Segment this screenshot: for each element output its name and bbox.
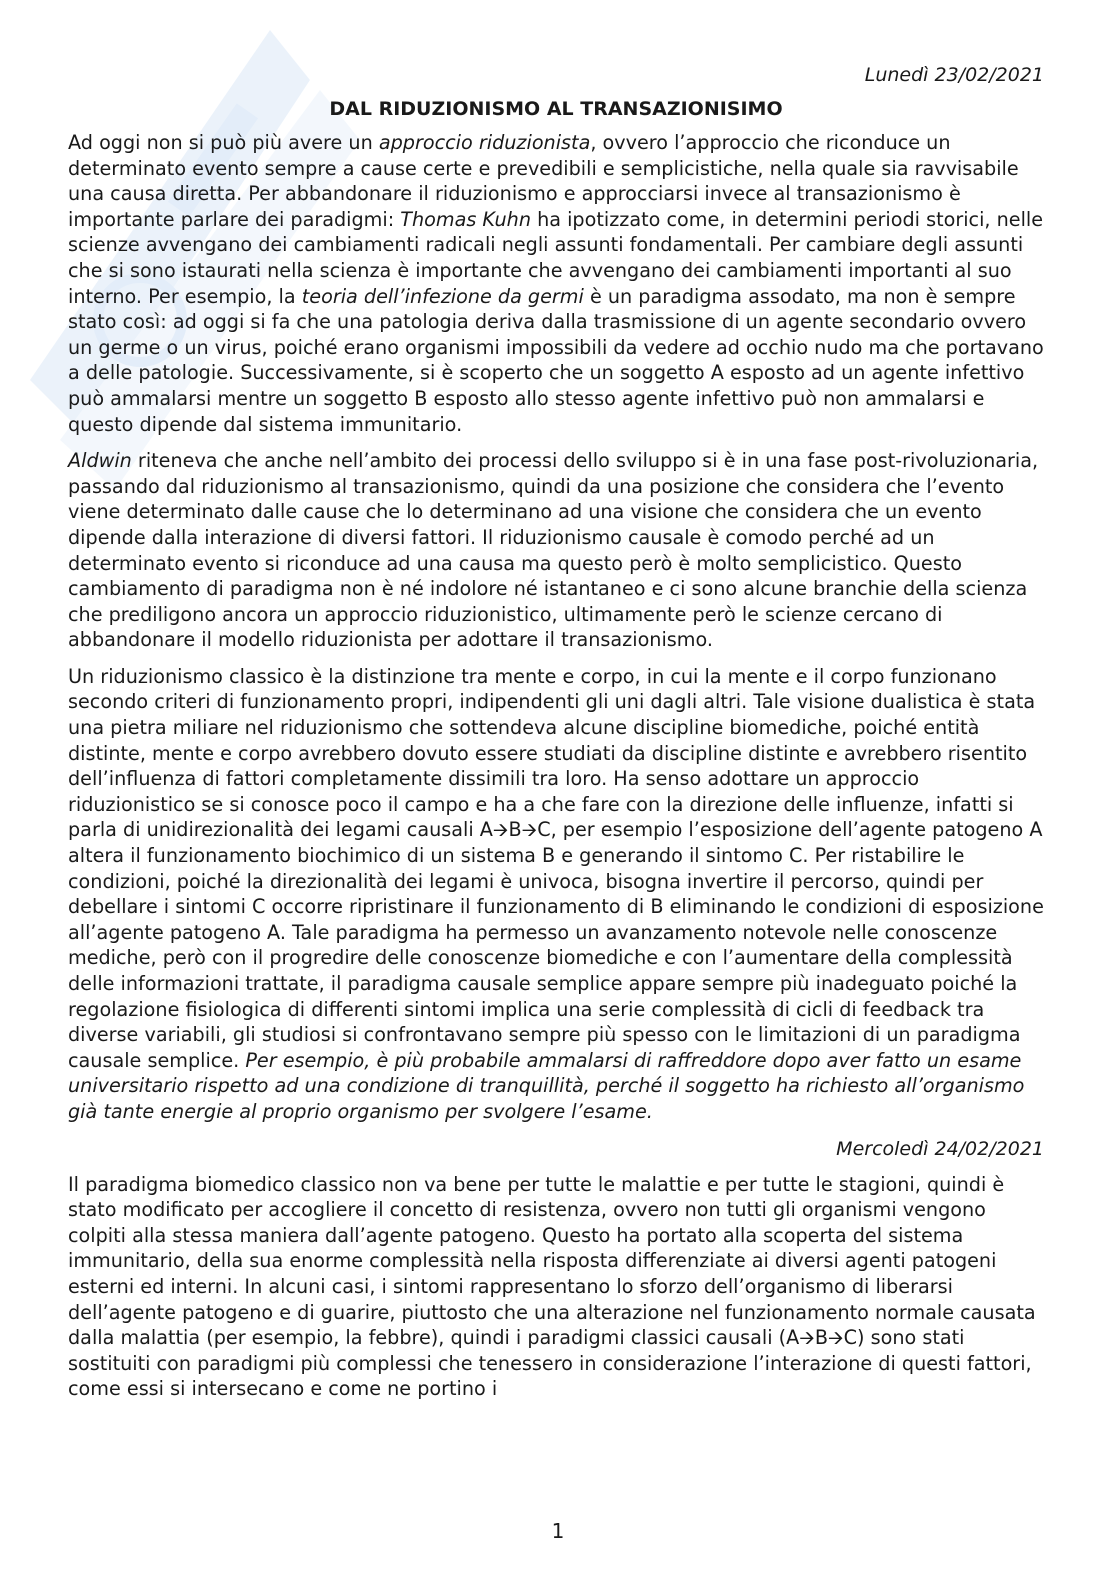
paragraph-3 <box>68 664 1044 1125</box>
text-run: Un riduzionismo classico è la distinzione tra mente e corpo, in cui la mente e il corpo funzionano secondo criteri di funzionamento propri, indipendenti gli uni dagli altri. Tale visione dualistica è stata una pietra miliare nel riduzionismo che sottendeva alcune discipline biomediche, poiché entità distinte, mente e corpo avrebbero dovuto essere studiati da discipline distinte e avrebbero risentito dell’influenza di fattori completamente dissimili tra loro. Ha senso adottare un approccio riduzionistico se si conosce poco il campo e ha a che fare con la direzione delle influenze, infatti si parla di unidirezionalità dei legami causali A🡪B🡪C, per esempio l’esposizione dell’agente patogeno A altera il funzionamento biochimico di un sistema B e generando il sintomo C. Per ristabilire le condizioni, poiché la direzionalità dei legami è univoca, bisogna invertire il percorso, quindi per debellare i sintomi C occorre ripristinare il funzionamento di B eliminando le condizioni di esposizione all’agente patogeno A. Tale paradigma ha permesso un avanzamento notevole nelle conoscenze mediche, però con il progredire delle conoscenze biomediche e con l’aumentare della complessità delle informazioni trattate, il paradigma causale semplice appare sempre più inadeguato poiché la regolazione fisiologica di differenti sintomi implica una serie complessità di cicli di feedback tra diverse variabili, gli studiosi si confrontavano sempre più spesso con le limitazioni di un paradigma causale semplice. <box>68 664 1044 1072</box>
paragraph-1 <box>68 130 1044 437</box>
document-title: DAL RIDUZIONISMO AL TRANSAZIONISIMO <box>329 98 783 120</box>
paragraph-2 <box>68 448 1044 653</box>
text-run: riteneva che anche nell’ambito dei processi dello sviluppo si è in una fase post-rivoluzionaria, passando dal riduzionismo al transazionismo, quindi da una posizione che considera che l’evento viene determinato dalle cause che lo determinano ad una visione che considera che un evento dipende dalla interazione di diversi fattori. Il riduzionismo causale è comodo perché ad un determinato evento si riconduce ad una causa ma questo però è molto semplicistico. Questo cambiamento di paradigma non è né indolore né istantaneo e ci sono alcune branchie della scienza che prediligono ancora un approccio riduzionistico, ultimamente però le scienze cercano di abbandonare il modello riduzionista per adottare il transazionismo. <box>68 449 1039 652</box>
italic-term: teoria dell’infezione da germi <box>301 284 584 308</box>
text-run: è un paradigma assodato, ma non è sempre stato così: ad oggi si fa che una patologia deriva dalla trasmissione di un agente secondario ovvero un germe o un virus, poiché erano organismi impossibili da vedere ad occhio nudo ma che portavano a delle patologie. Successivamente, si è scoperto che un soggetto A esposto ad un agente infettivo può ammalarsi mentre un soggetto B esposto allo stesso agente infettivo può non ammalarsi e questo dipende dal sistema immunitario. <box>68 284 1044 436</box>
text-run: Il paradigma biomedico classico non va bene per tutte le malattie e per tutte le stagioni, quindi è stato modificato per accogliere il concetto di resistenza, ovvero non tutti gli organismi vengono colpiti alla stessa maniera dall’agente patogeno. Questo ha portato alla scoperta del sistema immunitario, della sua enorme complessità nella risposta differenziate ai diversi agenti patogeni esterni ed interni. In alcuni casi, i sintomi rappresentano lo sforzo dell’organismo di liberarsi dell’agente patogeno e di guarire, piuttosto che una alterazione nel funzionamento normale causata dalla malattia (per esempio, la febbre), quindi i paradigmi classici causali (A🡪B🡪C) sono stati sostituiti con paradigmi più complessi che tenessero in considerazione l’interazione di questi fattori, come essi si intersecano e come ne portino i <box>68 1172 1036 1401</box>
text-run: ha ipotizzato come, in determini periodi storici, nelle scienze avvengano dei cambiamenti radicali negli assunti fondamentali. Per cambiare degli assunti che si sono istaurati nella scienza è importante che avvengano dei cambiamenti importanti al suo interno. Per esempio, la <box>68 207 1044 308</box>
paragraph-4 <box>68 1172 1044 1402</box>
document-page <box>68 62 1044 1413</box>
date-header-2: Mercoledì 24/02/2021 <box>836 1137 1044 1160</box>
text-run: Ad oggi non si può più avere un <box>68 131 379 154</box>
page-number: 1 <box>551 1519 565 1543</box>
italic-term: Thomas Kuhn <box>400 207 531 231</box>
italic-term: approccio riduzionista <box>378 131 591 154</box>
italic-term: Aldwin <box>68 449 132 473</box>
date-header: Lunedì 23/02/2021 <box>864 64 1044 86</box>
text-run: , ovvero l’approccio che riconduce un determinato evento sempre a cause certe e prevedibili e semplicistiche, nella quale sia ravvisabile una causa diretta. Per abbandonare il riduzionismo e approcciarsi invece al transazionismo è importante parlare dei paradigmi: <box>68 131 1019 231</box>
italic-example: Per esempio, è più probabile ammalarsi di raffreddore dopo aver fatto un esame universitario rispetto ad una condizione di tranquillità, perché il soggetto ha richiesto all’organismo già tante energie al proprio organismo per svolgere l’esame. <box>68 1048 1025 1123</box>
